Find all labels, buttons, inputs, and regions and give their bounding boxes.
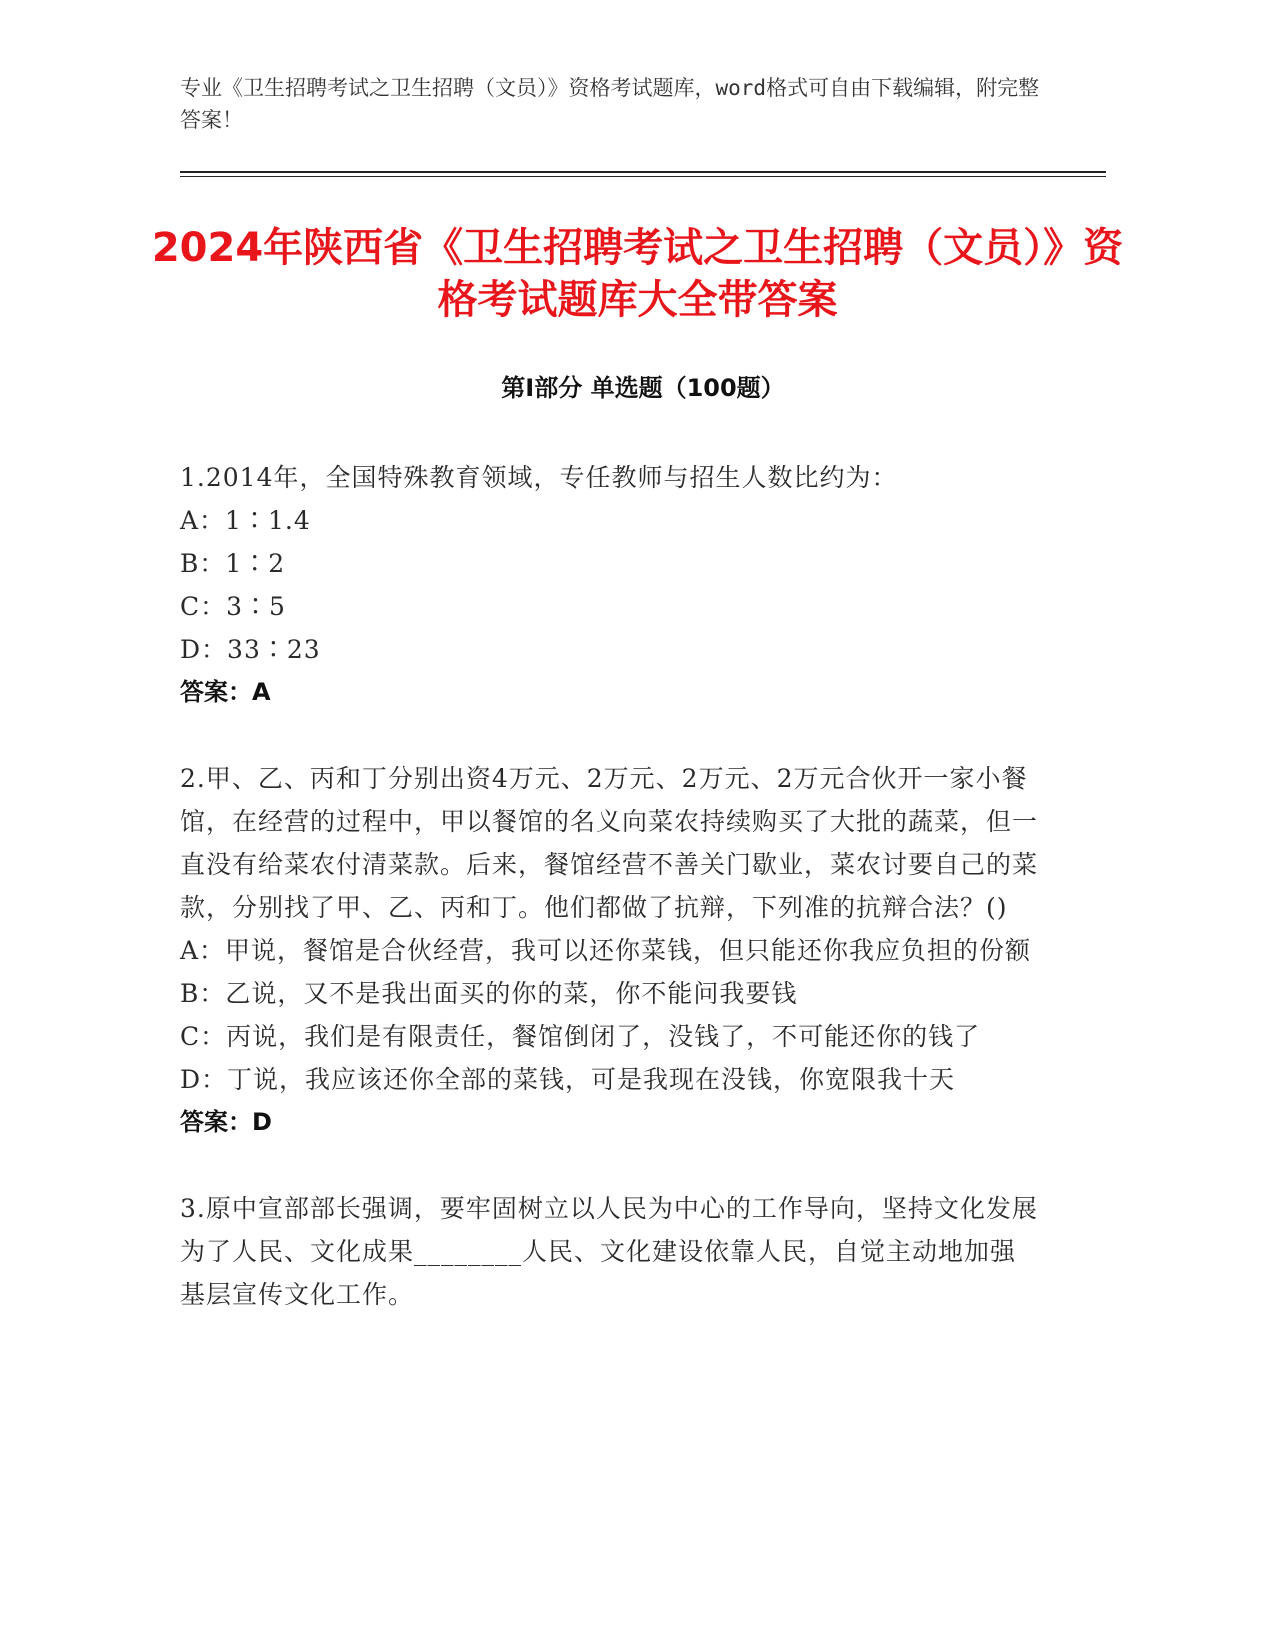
option-a: A：1∶1.4 xyxy=(180,506,311,535)
header-note: 专业《卫生招聘考试之卫生招聘（文员）》资格考试题库，word格式可自由下载编辑，附完整答案！ xyxy=(180,76,1040,132)
question-1 xyxy=(180,456,1040,714)
question-text: 3.原中宣部部长强调，要牢固树立以人民为中心的工作导向，坚持文化发展为了人民、文化成果________人民、文化建设依靠人民，自觉主动地加强基层宣传文化工作。 xyxy=(180,1194,1038,1309)
question-3 xyxy=(180,1187,1040,1316)
question-text: 2.甲、乙、丙和丁分别出资4万元、2万元、2万元、2万元合伙开一家小餐馆，在经营的过程中，甲以餐馆的名义向菜农持续购买了大批的蔬菜，但一直没有给菜农付清菜款。后来，餐馆经营不善关门歇业，菜农讨要自己的菜款，分别找了甲、乙、丙和丁。他们都做了抗辩，下列准的抗辩合法？() xyxy=(180,764,1039,922)
option-c: C：丙说，我们是有限责任，餐馆倒闭了，没钱了，不可能还你的钱了 xyxy=(180,1022,981,1051)
header-divider-thin xyxy=(180,176,1106,177)
option-d: D：33∶23 xyxy=(180,635,321,664)
option-a: A：甲说，餐馆是合伙经营，我可以还你菜钱，但只能还你我应负担的份额 xyxy=(180,936,1032,965)
answer: 答案：A xyxy=(180,678,271,706)
option-b: B：1∶2 xyxy=(180,549,286,578)
header-divider xyxy=(180,171,1106,173)
answer: 答案：D xyxy=(180,1108,272,1136)
question-list xyxy=(180,456,1040,1359)
question-2 xyxy=(180,757,1040,1144)
option-c: C：3∶5 xyxy=(180,592,286,621)
option-b: B：乙说，又不是我出面买的你的菜，你不能问我要钱 xyxy=(180,979,798,1008)
document-title: 2024年陕西省《卫生招聘考试之卫生招聘（文员）》资格考试题库大全带答案 xyxy=(151,225,1124,323)
option-d: D：丁说，我应该还你全部的菜钱，可是我现在没钱，你宽限我十天 xyxy=(180,1065,956,1094)
question-text: 1.2014年，全国特殊教育领域，专任教师与招生人数比约为： xyxy=(180,463,898,492)
section-title: 第Ⅰ部分 单选题（100题） xyxy=(501,374,785,402)
